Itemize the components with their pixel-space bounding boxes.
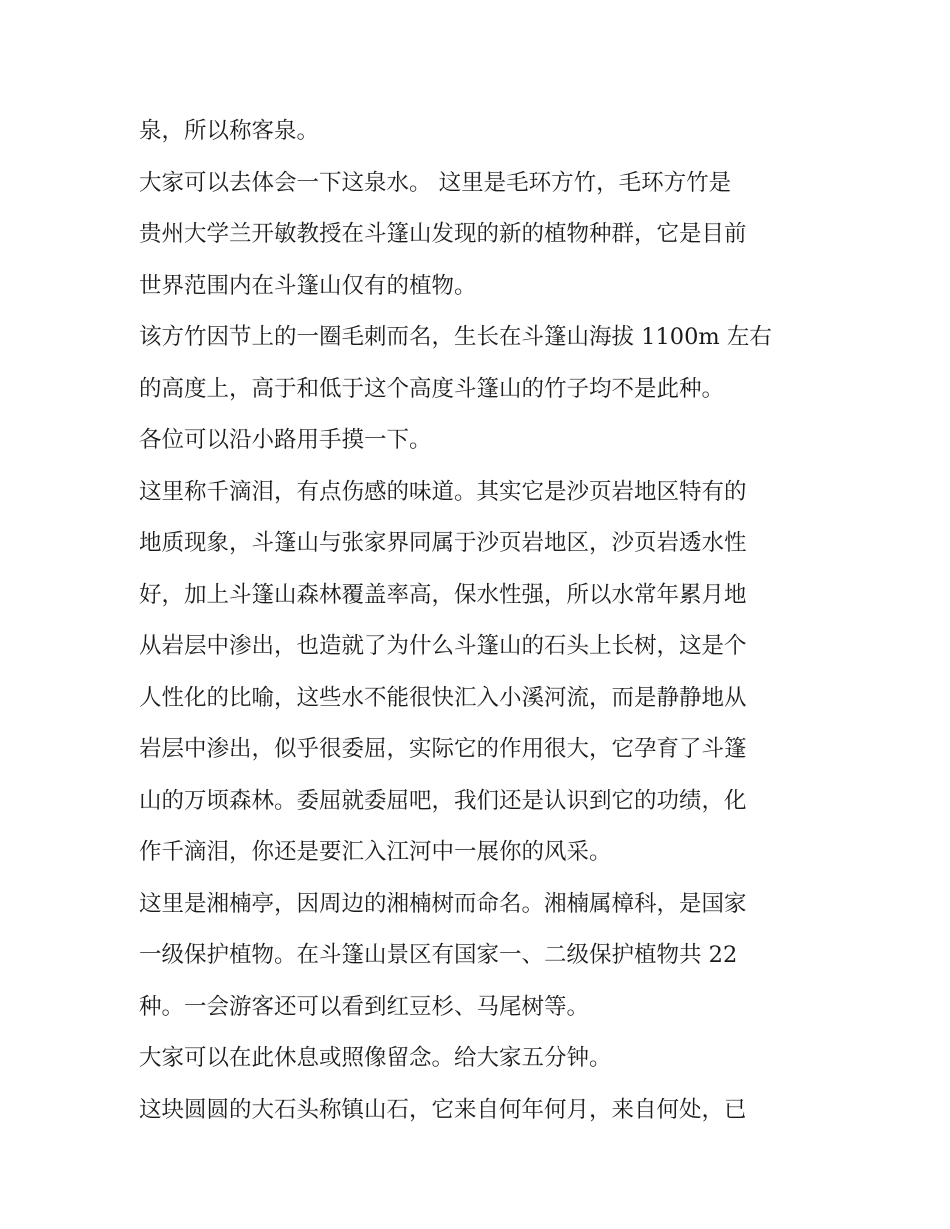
text-line: 好，加上斗篷山森林覆盖率高，保水性强，所以水常年累月地 <box>139 581 747 608</box>
text-line: 地质现象，斗篷山与张家界同属于沙页岩地区，沙页岩透水性 <box>139 530 747 556</box>
text-line: 大家可以去体会一下这泉水。 这里是毛环方竹，毛环方竹是 <box>139 169 732 196</box>
text-line: 从岩层中渗出，也造就了为什么斗篷山的石头上长树，这是个 <box>139 633 747 659</box>
text-line: 这里称千滴泪，有点伤感的味道。其实它是沙页岩地区特有的 <box>139 478 747 505</box>
text-line: 该方竹因节上的一圈毛刺而名，生长在斗篷山海拔 1100m 左右 <box>139 324 772 350</box>
text-line: 这块圆圆的大石头称镇山石，它来自何年何月，来自何处，已 <box>139 1096 747 1123</box>
text-line: 这里是湘楠亭，因周边的湘楠树而命名。湘楠属樟科，是国家 <box>139 890 747 917</box>
text-line: 一级保护植物。在斗篷山景区有国家一、二级保护植物共 22 <box>139 942 738 968</box>
text-line: 大家可以在此休息或照像留念。给大家五分钟。 <box>139 1045 612 1071</box>
text-line: 岩层中渗出，似乎很委屈，实际它的作用很大，它孕育了斗篷 <box>139 736 747 762</box>
text-line: 各位可以沿小路用手摸一下。 <box>139 427 432 453</box>
text-line: 种。一会游客还可以看到红豆杉、马尾树等。 <box>139 993 590 1020</box>
document-body <box>139 106 819 1136</box>
text-line: 的高度上，高于和低于这个高度斗篷山的竹子均不是此种。 <box>139 375 725 402</box>
text-line: 人性化的比喻，这些水不能很快汇入小溪河流，而是静静地从 <box>139 684 747 711</box>
text-line: 作千滴泪，你还是要汇入江河中一展你的风采。 <box>139 839 612 865</box>
text-line: 山的万顷森林。委屈就委屈吧，我们还是认识到它的功绩，化 <box>139 787 747 814</box>
text-line: 贵州大学兰开敏教授在斗篷山发现的新的植物种群，它是目前 <box>139 221 747 247</box>
text-line: 泉，所以称客泉。 <box>139 118 320 144</box>
text-line: 世界范围内在斗篷山仅有的植物。 <box>139 272 477 299</box>
